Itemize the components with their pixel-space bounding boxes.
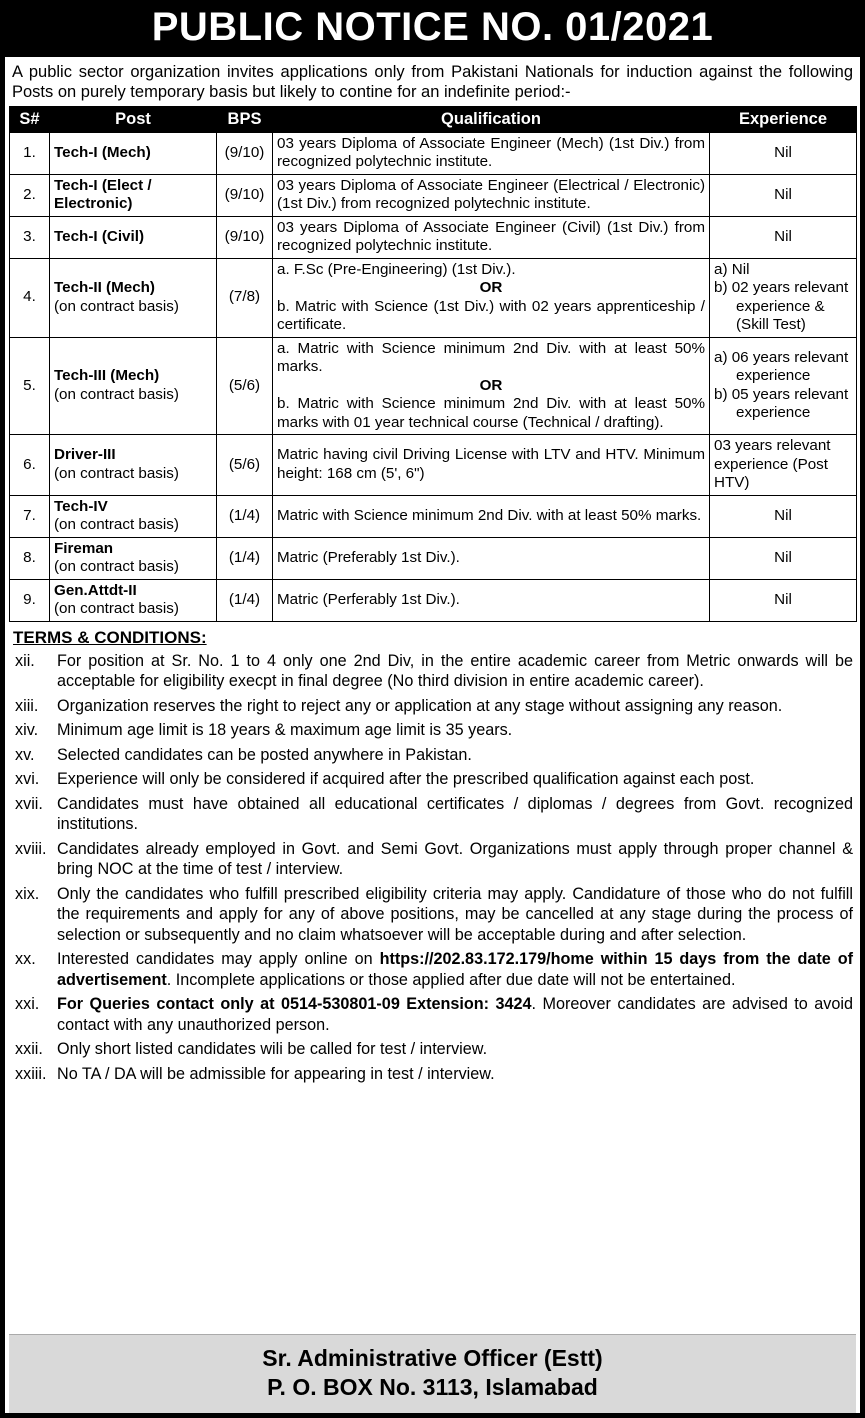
row-qualification: Matric having civil Driving License with LTV and HTV. Minimum height: 168 cm (5', 6") (273, 435, 710, 496)
post-subtitle: (on contract basis) (54, 516, 179, 533)
term-number: xix. (15, 884, 40, 903)
post-title: Gen.Attdt-II (54, 581, 137, 599)
terms-list (5, 651, 860, 1089)
row-qualification: Matric (Perferably 1st Div.). (273, 579, 710, 621)
list-item (12, 1039, 853, 1060)
row-sn: 8. (10, 537, 50, 579)
row-post (50, 132, 217, 174)
page-title: PUBLIC NOTICE NO. 01/2021 (5, 0, 860, 57)
row-post (50, 435, 217, 496)
list-item (12, 794, 853, 835)
post-subtitle: (on contract basis) (54, 558, 179, 575)
term-text-queries (57, 994, 853, 1035)
term-number: xv. (15, 745, 35, 764)
term-text: Candidates already employed in Govt. and Semi Govt. Organizations must apply through proper channel & bring NOC at the time of test / interview. (57, 839, 853, 878)
exp-option-a: a) Nil (714, 260, 750, 278)
intro-paragraph: A public sector organization invites applications only from Pakistani Nationals for induction against the following Posts on purely temporary basis but likely to contine for an indefinite period:- (12, 63, 853, 101)
apply-text-before: Interested candidates may apply online on (57, 950, 380, 968)
row-post (50, 337, 217, 435)
row-bps: (7/8) (217, 258, 273, 337)
exp-option-a: a) 06 years relevant experience (714, 348, 849, 385)
post-subtitle: (on contract basis) (54, 464, 179, 482)
list-item (12, 884, 853, 946)
list-item (12, 720, 853, 741)
row-post (50, 174, 217, 216)
row-qualification: 03 years Diploma of Associate Engineer (Mech) (1st Div.) from recognized polytechnic institute. (273, 132, 710, 174)
term-number: xxiii. (15, 1064, 47, 1083)
term-text: Candidates must have obtained all educational certificates / diplomas / degrees from Govt. recognized institutions. (57, 794, 853, 833)
row-experience: Nil (710, 495, 857, 537)
row-experience: 03 years relevant experience (Post HTV) (710, 435, 857, 496)
row-bps: (9/10) (217, 132, 273, 174)
col-header-bps: BPS (217, 107, 273, 133)
row-experience: Nil (710, 132, 857, 174)
term-text: No TA / DA will be admissible for appearing in test / interview. (57, 1064, 495, 1083)
term-text: Only the candidates who fulfill prescribed eligibility criteria may apply. Candidature of those who do not fulfill the requirements and apply for any of above positions, may be cancelled at any stage during the process of selection or subsequently and no claim whatsoever will be acceptable during and after selection. (57, 884, 853, 944)
row-experience: Nil (710, 174, 857, 216)
row-qualification: 03 years Diploma of Associate Engineer (Civil) (1st Div.) from recognized polytechnic institute. (273, 216, 710, 258)
row-sn: 3. (10, 216, 50, 258)
row-qualification (273, 337, 710, 435)
term-text: Selected candidates can be posted anywhere in Pakistan. (57, 745, 472, 764)
term-number: xviii. (15, 839, 47, 858)
term-number: xiv. (15, 721, 39, 739)
row-bps: (5/6) (217, 337, 273, 435)
terms-heading: TERMS & CONDITIONS: (13, 627, 207, 647)
row-experience: Nil (710, 579, 857, 621)
row-bps: (9/10) (217, 216, 273, 258)
table-row (10, 337, 857, 435)
post-subtitle: (on contract basis) (54, 385, 179, 403)
list-item (12, 949, 853, 990)
queries-contact-number: For Queries contact only at 0514-530801-09 Extension: 3424 (57, 995, 532, 1013)
list-item (12, 1064, 853, 1085)
term-number: xx. (15, 950, 36, 968)
row-bps: (1/4) (217, 579, 273, 621)
row-bps: (9/10) (217, 174, 273, 216)
col-header-experience: Experience (710, 107, 857, 133)
row-post (50, 537, 217, 579)
exp-option-b: b) 05 years relevant experience (714, 385, 849, 422)
table-header-row (10, 107, 857, 133)
row-bps: (5/6) (217, 435, 273, 496)
post-title: Tech-I (Mech) (54, 143, 151, 161)
row-bps: (1/4) (217, 495, 273, 537)
bottom-spacer (5, 1088, 860, 1330)
term-text: For position at Sr. No. 1 to 4 only one 2nd Div, in the entire academic career from Metric onwards will be acceptable for eligibility execpt in final degree (No third division in entire academic career). (57, 651, 853, 690)
qual-option-a: a. F.Sc (Pre-Engineering) (1st Div.). (277, 260, 516, 278)
post-title: Fireman (54, 539, 114, 557)
apply-url-deadline[interactable]: https://202.83.172.179/home within 15 days from the date of advertisement (57, 950, 854, 989)
row-bps: (1/4) (217, 537, 273, 579)
term-number: xvii. (15, 794, 43, 813)
exp-option-b: b) 02 years relevant experience & (Skill Test) (714, 279, 849, 333)
table-row (10, 174, 857, 216)
posts-table (9, 106, 857, 622)
row-experience (710, 258, 857, 337)
list-item (12, 745, 853, 766)
row-post (50, 258, 217, 337)
footer-officer-title: Sr. Administrative Officer (Estt) (262, 1345, 603, 1371)
qual-option-b: b. Matric with Science (1st Div.) with 02 years apprenticeship / certificate. (277, 297, 705, 333)
row-experience (710, 337, 857, 435)
term-number: xii. (15, 651, 35, 670)
table-row (10, 216, 857, 258)
table-row (10, 132, 857, 174)
row-qualification: Matric (Preferably 1st Div.). (273, 537, 710, 579)
row-sn: 2. (10, 174, 50, 216)
post-title: Driver-III (54, 446, 116, 464)
footer-address: P. O. BOX No. 3113, Islamabad (267, 1374, 598, 1400)
qual-or: OR (479, 376, 503, 394)
term-text: Only short listed candidates wili be called for test / interview. (57, 1040, 488, 1058)
term-number: xxii. (15, 1040, 43, 1058)
post-title: Tech-IV (54, 497, 108, 515)
notice-body (5, 57, 860, 1413)
row-experience: Nil (710, 216, 857, 258)
col-header-qualification: Qualification (273, 107, 710, 133)
table-row (10, 537, 857, 579)
term-number: xiii. (15, 696, 39, 715)
col-header-post: Post (50, 107, 217, 133)
post-subtitle: (on contract basis) (54, 297, 179, 315)
qual-option-b: b. Matric with Science minimum 2nd Div. with at least 50% marks with 01 year technical course (Technical / drafting). (277, 395, 705, 431)
row-qualification: Matric with Science minimum 2nd Div. with at least 50% marks. (273, 495, 710, 537)
qual-or: OR (479, 279, 503, 296)
post-subtitle: (on contract basis) (54, 600, 179, 617)
queries-text-after: . Moreover candidates are advised to avoid contact with any unauthorized person. (57, 995, 853, 1034)
row-sn: 9. (10, 579, 50, 621)
footer-signature (9, 1334, 856, 1413)
table-row (10, 495, 857, 537)
list-item (12, 651, 853, 692)
row-sn: 6. (10, 435, 50, 496)
list-item (12, 769, 853, 790)
row-sn: 4. (10, 258, 50, 337)
row-qualification (273, 258, 710, 337)
term-number: xxi. (15, 995, 40, 1013)
list-item (12, 994, 853, 1035)
term-number: xvi. (15, 770, 40, 788)
row-sn: 1. (10, 132, 50, 174)
term-text: Experience will only be considered if acquired after the prescribed qualification against each post. (57, 770, 755, 788)
post-title: Tech-III (Mech) (54, 367, 160, 385)
table-row (10, 579, 857, 621)
row-sn: 7. (10, 495, 50, 537)
post-title: Tech-I (Elect / Electronic) (54, 176, 152, 212)
term-text: Minimum age limit is 18 years & maximum age limit is 35 years. (57, 721, 513, 739)
row-post (50, 216, 217, 258)
term-text: Organization reserves the right to reject any or application at any stage without assigning any reason. (57, 696, 783, 715)
apply-text-after: . Incomplete applications or those applied after due date will not be entertained. (166, 970, 736, 989)
list-item (12, 839, 853, 880)
table-row (10, 258, 857, 337)
qual-option-a: a. Matric with Science minimum 2nd Div. with at least 50% marks. (277, 339, 705, 375)
row-qualification: 03 years Diploma of Associate Engineer (Electrical / Electronic) (1st Div.) from recognized polytechnic institute. (273, 174, 710, 216)
term-text-apply-online (57, 949, 853, 990)
row-experience: Nil (710, 537, 857, 579)
row-post (50, 579, 217, 621)
row-post (50, 495, 217, 537)
table-row (10, 435, 857, 496)
list-item (12, 696, 853, 717)
col-header-sn: S# (10, 107, 50, 133)
post-title: Tech-I (Civil) (54, 227, 145, 245)
post-title: Tech-II (Mech) (54, 279, 155, 296)
row-sn: 5. (10, 337, 50, 435)
